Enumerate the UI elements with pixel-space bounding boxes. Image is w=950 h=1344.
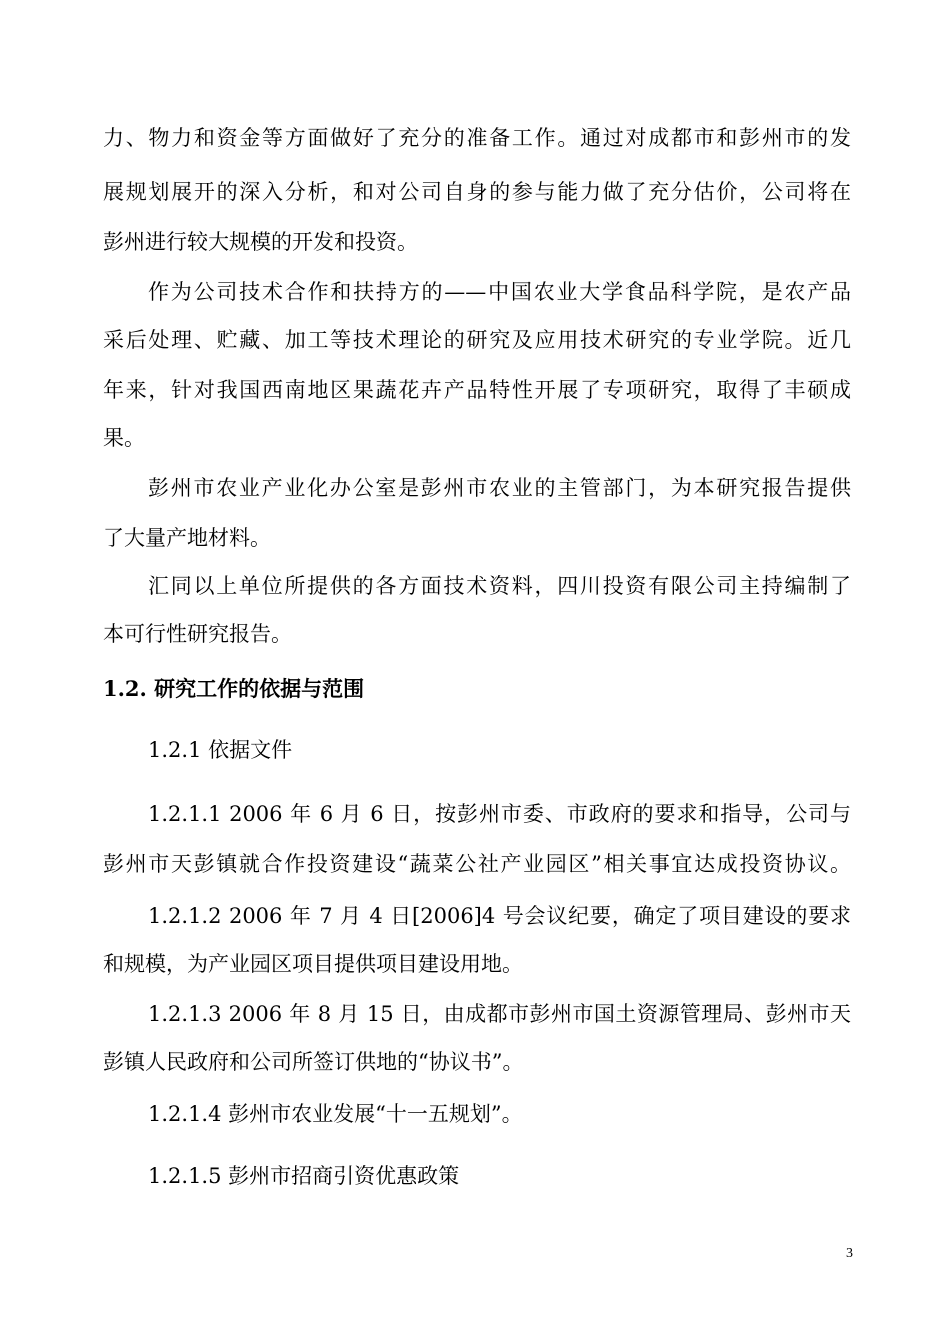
section-heading: 1.2. 研究工作的依据与范围 [103, 676, 365, 701]
paragraph-line: 展规划展开的深入分析，和对公司自身的参与能力做了充分估价，公司将在 [103, 180, 851, 204]
paragraph-line: 彭州进行较大规模的开发和投资。 [103, 230, 418, 254]
paragraph-line: 果。 [103, 426, 145, 450]
paragraph-line: 采后处理、贮藏、加工等技术理论的研究及应用技术研究的专业学院。近几 [103, 328, 851, 352]
list-item-line: 1.2.1.4 彭州市农业发展“十一五规划”。 [148, 1102, 523, 1126]
list-item-line: 彭镇人民政府和公司所签订供地的“协议书”。 [103, 1050, 524, 1074]
paragraph-line: 力、物力和资金等方面做好了充分的准备工作。通过对成都市和彭州市的发 [103, 126, 851, 150]
list-item-line: 彭州市天彭镇就合作投资建设“蔬菜公社产业园区”相关事宜达成投资协议。 [103, 852, 851, 876]
paragraph-line: 本可行性研究报告。 [103, 622, 292, 646]
subsection-heading: 1.2.1 依据文件 [148, 738, 293, 762]
list-item-line: 和规模，为产业园区项目提供项目建设用地。 [103, 952, 523, 976]
list-item-line: 1.2.1.5 彭州市招商引资优惠政策 [148, 1164, 460, 1188]
paragraph-line: 年来，针对我国西南地区果蔬花卉产品特性开展了专项研究，取得了丰硕成 [103, 378, 851, 402]
list-item-line: 1.2.1.2 2006 年 7 月 4 日[2006]4 号会议纪要，确定了项目建设的要求 [148, 904, 851, 928]
paragraph-line: 作为公司技术合作和扶持方的——中国农业大学食品科学院，是农产品 [148, 280, 851, 304]
paragraph-line: 彭州市农业产业化办公室是彭州市农业的主管部门，为本研究报告提供 [148, 476, 851, 500]
page-number: 3 [846, 1246, 853, 1261]
paragraph-line: 了大量产地材料。 [103, 526, 271, 550]
list-item-line: 1.2.1.3 2006 年 8 月 15 日，由成都市彭州市国土资源管理局、彭州市天 [148, 1002, 851, 1026]
paragraph-line: 汇同以上单位所提供的各方面技术资料，四川投资有限公司主持编制了 [148, 574, 851, 598]
list-item-line: 1.2.1.1 2006 年 6 月 6 日，按彭州市委、市政府的要求和指导，公司与 [148, 802, 851, 826]
